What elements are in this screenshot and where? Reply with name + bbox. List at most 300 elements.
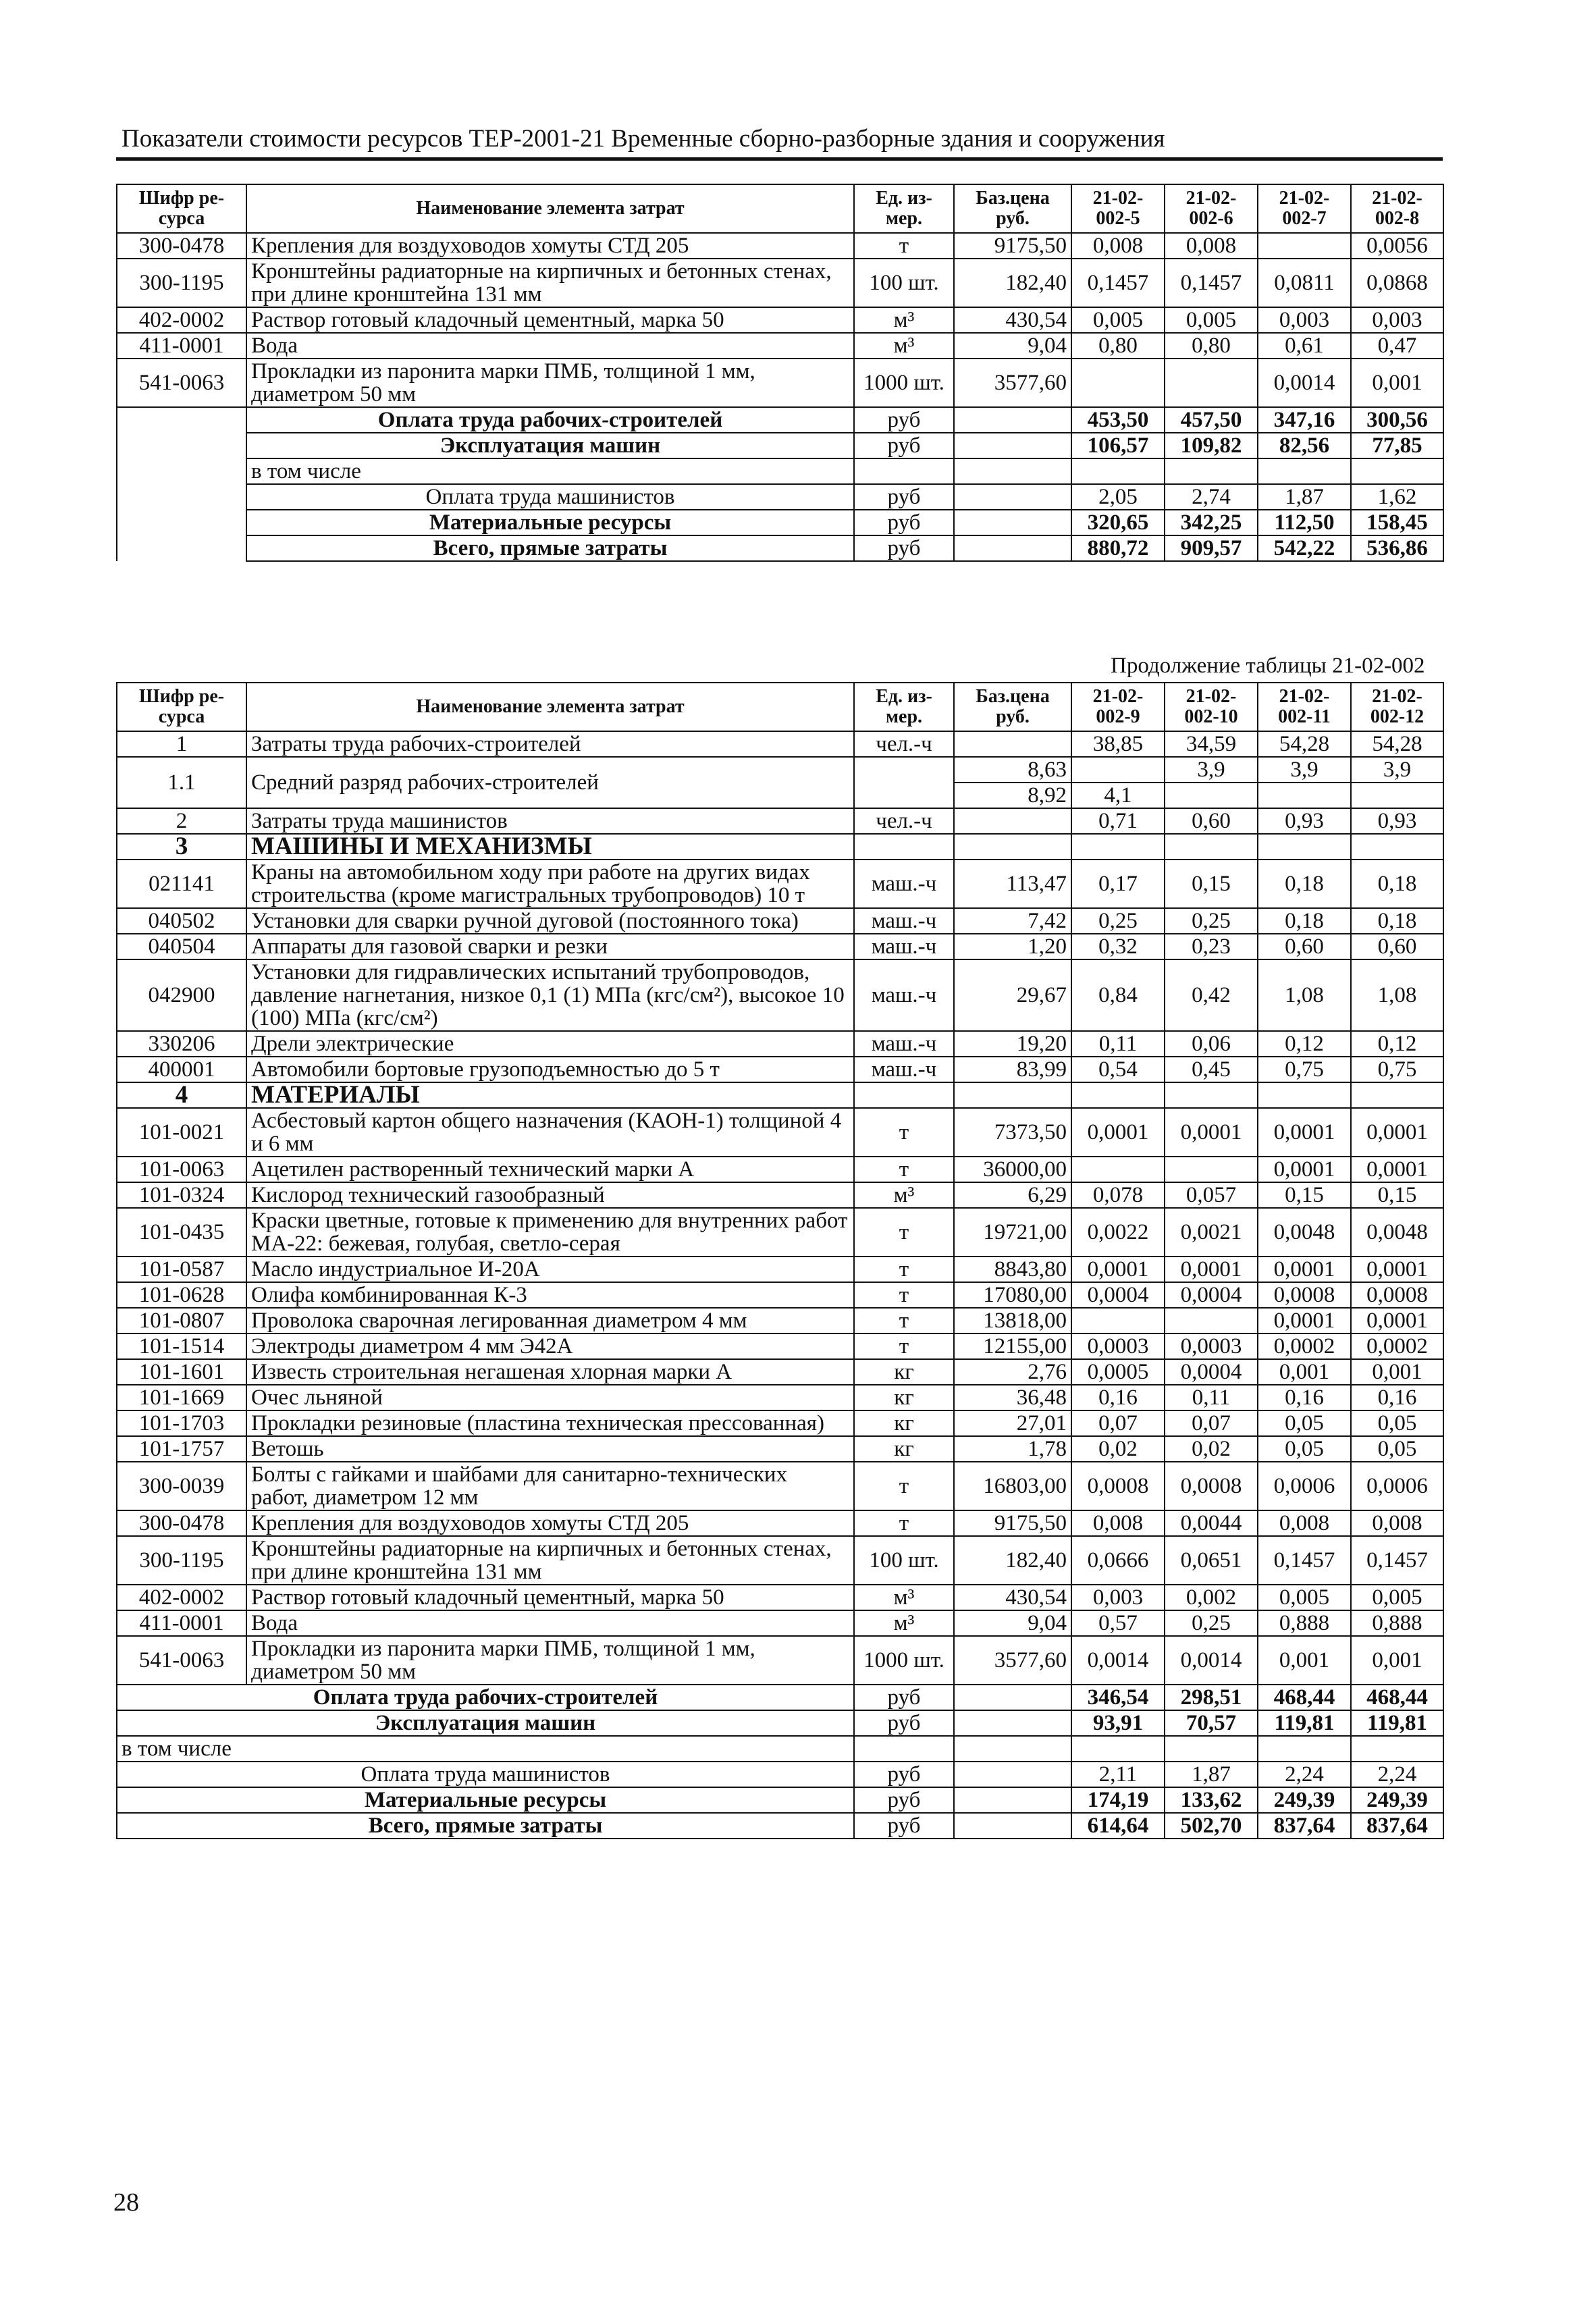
resource-name: Раствор готовый кладочный цементный, марка 50 (246, 1585, 854, 1610)
table-row (117, 1182, 1443, 1208)
base-price: 16803,00 (954, 1462, 1071, 1510)
norm-value: 0,0014 (1258, 359, 1351, 407)
table-row (117, 1462, 1443, 1510)
totals-label: Материальные ресурсы (246, 510, 854, 535)
norm-value: 0,005 (1071, 307, 1165, 333)
norm-value (1165, 359, 1258, 407)
norm-value (1165, 1157, 1258, 1182)
total-value: 837,64 (1351, 1813, 1443, 1839)
total-value: 249,39 (1258, 1787, 1351, 1813)
norm-value: 0,0002 (1351, 1333, 1443, 1359)
totals-label: Материальные ресурсы (117, 1787, 854, 1813)
table-row (117, 1031, 1443, 1057)
header-rule (116, 157, 1443, 161)
norm-value: 0,0014 (1165, 1636, 1258, 1685)
resource-unit: м³ (854, 333, 954, 359)
norm-value: 0,71 (1071, 808, 1165, 834)
resource-code: 411-0001 (117, 333, 246, 359)
norm-value: 0,0008 (1258, 1282, 1351, 1308)
total-value: 77,85 (1351, 433, 1443, 458)
resource-code: 2 (117, 808, 246, 834)
norm-value: 0,0001 (1165, 1257, 1258, 1282)
resource-code: 101-0587 (117, 1257, 246, 1282)
norm-value (1071, 1157, 1165, 1182)
norm-value (1258, 783, 1351, 808)
resource-code: 1.1 (117, 757, 246, 808)
table-row (117, 860, 1443, 908)
resource-code: 300-0039 (117, 1462, 246, 1510)
resource-name: Затраты труда машинистов (246, 808, 854, 834)
resource-unit: кг (854, 1410, 954, 1436)
norm-value: 0,0044 (1165, 1510, 1258, 1536)
col-header-norm: 21-02-002-8 (1351, 184, 1443, 233)
total-value: 536,86 (1351, 535, 1443, 561)
norm-value: 0,003 (1071, 1585, 1165, 1610)
resource-unit: маш.-ч (854, 1031, 954, 1057)
norm-value: 0,18 (1351, 908, 1443, 934)
resource-unit: м³ (854, 307, 954, 333)
norm-value: 0,07 (1071, 1410, 1165, 1436)
empty-cell (1165, 834, 1258, 860)
base-price: 19721,00 (954, 1208, 1071, 1257)
resource-unit: кг (854, 1359, 954, 1385)
totals-row (117, 1710, 1443, 1736)
total-value (1351, 458, 1443, 484)
base-price: 9175,50 (954, 1510, 1071, 1536)
total-value (1071, 458, 1165, 484)
col-header-norm: 21-02-002-10 (1165, 683, 1258, 731)
total-value: 320,65 (1071, 510, 1165, 535)
norm-value: 0,008 (1165, 233, 1258, 259)
table-row (117, 1282, 1443, 1308)
norm-value: 0,05 (1258, 1410, 1351, 1436)
resource-name: Прокладки из паронита марки ПМБ, толщиной 1 мм, диаметром 50 мм (246, 1636, 854, 1685)
total-value: 837,64 (1258, 1813, 1351, 1839)
section-title: МАШИНЫ И МЕХАНИЗМЫ (246, 834, 854, 860)
resource-name: Автомобили бортовые грузоподъемностью до 5 т (246, 1057, 854, 1082)
totals-row (117, 433, 1443, 458)
norm-value: 0,008 (1258, 1510, 1351, 1536)
col-header-code: Шифр ре-сурса (117, 184, 246, 233)
table-row (117, 808, 1443, 834)
table-2-container (116, 682, 1443, 1839)
total-value: 468,44 (1258, 1685, 1351, 1710)
table-row (117, 1585, 1443, 1610)
resource-code: 300-1195 (117, 259, 246, 307)
resource-name: Затраты труда рабочих-строителей (246, 731, 854, 757)
resource-unit: маш.-ч (854, 1057, 954, 1082)
norm-value: 0,0003 (1165, 1333, 1258, 1359)
norm-value: 0,0022 (1071, 1208, 1165, 1257)
total-value (1351, 1736, 1443, 1762)
base-price: 182,40 (954, 259, 1071, 307)
norm-value: 0,0001 (1351, 1308, 1443, 1333)
totals-unit: руб (854, 1813, 954, 1839)
totals-label: Эксплуатация машин (246, 433, 854, 458)
norm-value (1071, 359, 1165, 407)
base-price: 430,54 (954, 1585, 1071, 1610)
resource-name: Проволока сварочная легированная диаметром 4 мм (246, 1308, 854, 1333)
base-price: 6,29 (954, 1182, 1071, 1208)
norm-value: 0,008 (1071, 233, 1165, 259)
norm-value: 0,15 (1351, 1182, 1443, 1208)
total-value: 158,45 (1351, 510, 1443, 535)
table-row (117, 1636, 1443, 1685)
resource-name: Дрели электрические (246, 1031, 854, 1057)
section-row-machines (117, 834, 1443, 860)
table-2-body (117, 731, 1443, 860)
resource-unit: кг (854, 1436, 954, 1462)
resource-name: Ветошь (246, 1436, 854, 1462)
empty-cell (117, 433, 246, 458)
col-header-unit: Ед. из-мер. (854, 683, 954, 731)
resource-name: Установки для сварки ручной дуговой (постоянного тока) (246, 908, 854, 934)
base-price (954, 1762, 1071, 1787)
totals-row (117, 484, 1443, 510)
base-price: 36,48 (954, 1385, 1071, 1410)
totals-row (117, 1813, 1443, 1839)
table-row (117, 1410, 1443, 1436)
resource-code: 101-0324 (117, 1182, 246, 1208)
resource-name: Крепления для воздуховодов хомуты СТД 205 (246, 1510, 854, 1536)
table-row (117, 1257, 1443, 1282)
norm-value: 0,16 (1071, 1385, 1165, 1410)
base-price: 3577,60 (954, 1636, 1071, 1685)
resource-table-1 (116, 184, 1444, 562)
norm-value: 0,06 (1165, 1031, 1258, 1057)
resource-unit (854, 757, 954, 808)
totals-row (117, 1762, 1443, 1787)
col-header-base-price: Баз.цена руб. (954, 184, 1071, 233)
norm-value: 0,15 (1165, 860, 1258, 908)
resource-unit: т (854, 1333, 954, 1359)
norm-value (1071, 1308, 1165, 1333)
table-2-totals (117, 1685, 1443, 1839)
resource-code: 411-0001 (117, 1610, 246, 1636)
norm-value: 0,0004 (1165, 1282, 1258, 1308)
empty-cell (854, 1082, 954, 1108)
norm-value: 0,008 (1351, 1510, 1443, 1536)
norm-value: 0,0001 (1071, 1257, 1165, 1282)
resource-code: 101-0435 (117, 1208, 246, 1257)
norm-value: 0,0811 (1258, 259, 1351, 307)
empty-cell (1351, 834, 1443, 860)
resource-code: 1 (117, 731, 246, 757)
norm-value: 3,9 (1351, 757, 1443, 783)
totals-label: Оплата труда рабочих-строителей (117, 1685, 854, 1710)
resource-name: Масло индустриальное И-20А (246, 1257, 854, 1282)
total-value: 2,74 (1165, 484, 1258, 510)
norm-value (1071, 757, 1165, 783)
total-value: 347,16 (1258, 407, 1351, 433)
resource-code: 541-0063 (117, 359, 246, 407)
empty-cell (954, 834, 1071, 860)
resource-table-2 (116, 682, 1444, 1839)
base-price: 9175,50 (954, 233, 1071, 259)
totals-label: в том числе (246, 458, 854, 484)
norm-value: 0,078 (1071, 1182, 1165, 1208)
total-value: 2,05 (1071, 484, 1165, 510)
total-value (1165, 458, 1258, 484)
total-value: 2,11 (1071, 1762, 1165, 1787)
resource-code: 040502 (117, 908, 246, 934)
table-row (117, 333, 1443, 359)
base-price: 2,76 (954, 1359, 1071, 1385)
resource-unit: маш.-ч (854, 860, 954, 908)
resource-unit: маш.-ч (854, 908, 954, 934)
base-price (954, 484, 1071, 510)
resource-name: Кронштейны радиаторные на кирпичных и бетонных стенах, при длине кронштейна 131 мм (246, 259, 854, 307)
base-price (954, 1710, 1071, 1736)
table-row (117, 934, 1443, 959)
norm-value: 0,0003 (1071, 1333, 1165, 1359)
section-code: 4 (117, 1082, 246, 1108)
empty-cell (854, 834, 954, 860)
norm-value: 0,0005 (1071, 1359, 1165, 1385)
totals-label: Оплата труда машинистов (246, 484, 854, 510)
empty-cell (117, 535, 246, 561)
base-price (954, 1813, 1071, 1839)
totals-label: Оплата труда машинистов (117, 1762, 854, 1787)
norm-value: 0,12 (1258, 1031, 1351, 1057)
norm-value: 54,28 (1258, 731, 1351, 757)
resource-code: 402-0002 (117, 1585, 246, 1610)
norm-value: 0,001 (1351, 359, 1443, 407)
col-header-unit: Ед. из-мер. (854, 184, 954, 233)
totals-row (117, 510, 1443, 535)
base-price (954, 731, 1071, 757)
resource-unit: т (854, 1282, 954, 1308)
base-price: 27,01 (954, 1410, 1071, 1436)
resource-code: 101-0628 (117, 1282, 246, 1308)
table-row (117, 1308, 1443, 1333)
total-value: 457,50 (1165, 407, 1258, 433)
totals-label: Оплата труда рабочих-строителей (246, 407, 854, 433)
totals-unit (854, 1736, 954, 1762)
resource-unit: т (854, 1208, 954, 1257)
norm-value: 0,60 (1165, 808, 1258, 834)
norm-value: 0,25 (1071, 908, 1165, 934)
base-price: 36000,00 (954, 1157, 1071, 1182)
norm-value: 34,59 (1165, 731, 1258, 757)
resource-name: Вода (246, 333, 854, 359)
totals-row (117, 1787, 1443, 1813)
norm-value: 0,0001 (1351, 1108, 1443, 1157)
base-price (954, 407, 1071, 433)
resource-code: 040504 (117, 934, 246, 959)
norm-value: 0,0651 (1165, 1536, 1258, 1585)
norm-value: 0,23 (1165, 934, 1258, 959)
table-row (117, 959, 1443, 1031)
resource-unit: маш.-ч (854, 934, 954, 959)
norm-value: 0,888 (1258, 1610, 1351, 1636)
resource-unit: чел.-ч (854, 731, 954, 757)
norm-value: 0,45 (1165, 1057, 1258, 1082)
norm-value: 0,0002 (1258, 1333, 1351, 1359)
total-value: 300,56 (1351, 407, 1443, 433)
base-price: 9,04 (954, 1610, 1071, 1636)
totals-unit: руб (854, 1685, 954, 1710)
base-price: 430,54 (954, 307, 1071, 333)
col-header-name: Наименование элемента затрат (246, 683, 854, 731)
resource-name: Болты с гайками и шайбами для санитарно-технических работ, диаметром 12 мм (246, 1462, 854, 1510)
base-price (954, 808, 1071, 834)
total-value: 614,64 (1071, 1813, 1165, 1839)
resource-unit: т (854, 233, 954, 259)
section-title: МАТЕРИАЛЫ (246, 1082, 854, 1108)
resource-code: 101-1669 (117, 1385, 246, 1410)
norm-value: 0,0868 (1351, 259, 1443, 307)
base-price: 1,78 (954, 1436, 1071, 1462)
total-value: 2,24 (1351, 1762, 1443, 1787)
table-row (117, 1510, 1443, 1536)
table-2-materials-section (117, 1082, 1443, 1108)
col-header-norm: 21-02-002-11 (1258, 683, 1351, 731)
resource-code: 300-1195 (117, 1536, 246, 1585)
base-price (954, 1787, 1071, 1813)
resource-unit: т (854, 1308, 954, 1333)
base-price: 1,20 (954, 934, 1071, 959)
empty-cell (1258, 1082, 1351, 1108)
col-header-norm: 21-02-002-6 (1165, 184, 1258, 233)
totals-label: Эксплуатация машин (117, 1710, 854, 1736)
resource-code: 541-0063 (117, 1636, 246, 1685)
norm-value (1165, 1308, 1258, 1333)
norm-value: 0,0666 (1071, 1536, 1165, 1585)
resource-name: Крепления для воздуховодов хомуты СТД 205 (246, 233, 854, 259)
totals-row (117, 458, 1443, 484)
resource-unit: т (854, 1108, 954, 1157)
base-price: 182,40 (954, 1536, 1071, 1585)
totals-row (117, 1685, 1443, 1710)
norm-value: 0,11 (1071, 1031, 1165, 1057)
base-price: 8,92 (954, 783, 1071, 808)
norm-value: 0,75 (1258, 1057, 1351, 1082)
table-row (117, 1610, 1443, 1636)
norm-value: 0,003 (1351, 307, 1443, 333)
base-price: 19,20 (954, 1031, 1071, 1057)
base-price: 12155,00 (954, 1333, 1071, 1359)
norm-value: 1,08 (1351, 959, 1443, 1031)
resource-name: Краски цветные, готовые к применению для внутренних работ МА-22: бежевая, голубая, светло-серая (246, 1208, 854, 1257)
empty-cell (117, 510, 246, 535)
total-value: 909,57 (1165, 535, 1258, 561)
resource-unit: м³ (854, 1182, 954, 1208)
section-code: 3 (117, 834, 246, 860)
base-price (954, 458, 1071, 484)
table-1-header-row (117, 184, 1443, 233)
resource-name: Очес льняной (246, 1385, 854, 1410)
resource-unit: т (854, 1510, 954, 1536)
table-row (117, 1208, 1443, 1257)
total-value: 468,44 (1351, 1685, 1443, 1710)
table-row (117, 1385, 1443, 1410)
norm-value: 0,0004 (1165, 1359, 1258, 1385)
table-1-body (117, 233, 1443, 561)
norm-value: 0,60 (1351, 934, 1443, 959)
norm-value: 0,0021 (1165, 1208, 1258, 1257)
section-row-materials (117, 1082, 1443, 1108)
empty-cell (954, 1082, 1071, 1108)
total-value: 342,25 (1165, 510, 1258, 535)
norm-value: 0,61 (1258, 333, 1351, 359)
total-value: 298,51 (1165, 1685, 1258, 1710)
totals-label: Всего, прямые затраты (246, 535, 854, 561)
totals-label: в том числе (117, 1736, 854, 1762)
base-price (954, 535, 1071, 561)
norm-value: 0,001 (1258, 1636, 1351, 1685)
norm-value: 0,0048 (1351, 1208, 1443, 1257)
norm-value: 0,15 (1258, 1182, 1351, 1208)
resource-code: 101-1601 (117, 1359, 246, 1385)
continuation-label: Продолжение таблицы 21-02-002 (1111, 654, 1425, 678)
col-header-norm: 21-02-002-12 (1351, 683, 1443, 731)
table-row (117, 908, 1443, 934)
base-price: 3577,60 (954, 359, 1071, 407)
norm-value: 0,16 (1258, 1385, 1351, 1410)
table-row (117, 1536, 1443, 1585)
norm-value: 0,0001 (1165, 1108, 1258, 1157)
totals-unit: руб (854, 1710, 954, 1736)
base-price: 13818,00 (954, 1308, 1071, 1333)
table-row (117, 1436, 1443, 1462)
table-row (117, 731, 1443, 757)
norm-value: 0,16 (1351, 1385, 1443, 1410)
table-row (117, 1157, 1443, 1182)
norm-value: 0,0014 (1071, 1636, 1165, 1685)
table-row (117, 1359, 1443, 1385)
page-number: 28 (113, 2188, 139, 2217)
empty-cell (1258, 834, 1351, 860)
resource-name: Кислород технический газообразный (246, 1182, 854, 1208)
norm-value: 0,0001 (1351, 1257, 1443, 1282)
resource-name: Средний разряд рабочих-строителей (246, 757, 854, 808)
norm-value: 0,54 (1071, 1057, 1165, 1082)
base-price (954, 1685, 1071, 1710)
table-row (117, 359, 1443, 407)
resource-code: 330206 (117, 1031, 246, 1057)
resource-code: 042900 (117, 959, 246, 1031)
norm-value: 0,07 (1165, 1410, 1258, 1436)
base-price: 83,99 (954, 1057, 1071, 1082)
norm-value: 0,05 (1351, 1410, 1443, 1436)
table-row (117, 1057, 1443, 1082)
totals-unit: руб (854, 433, 954, 458)
total-value: 542,22 (1258, 535, 1351, 561)
resource-code: 402-0002 (117, 307, 246, 333)
norm-value: 0,25 (1165, 1610, 1258, 1636)
totals-unit: руб (854, 510, 954, 535)
norm-value: 0,02 (1165, 1436, 1258, 1462)
norm-value: 0,0001 (1258, 1308, 1351, 1333)
norm-value: 54,28 (1351, 731, 1443, 757)
resource-code: 101-0807 (117, 1308, 246, 1333)
norm-value: 0,1457 (1071, 259, 1165, 307)
norm-value: 0,0001 (1258, 1157, 1351, 1182)
norm-value: 0,0006 (1258, 1462, 1351, 1510)
totals-unit: руб (854, 484, 954, 510)
base-price: 8,63 (954, 757, 1071, 783)
norm-value: 0,18 (1351, 860, 1443, 908)
norm-value: 0,0001 (1351, 1157, 1443, 1182)
total-value: 106,57 (1071, 433, 1165, 458)
totals-row (117, 407, 1443, 433)
norm-value: 0,25 (1165, 908, 1258, 934)
resource-code: 101-1703 (117, 1410, 246, 1436)
col-header-code: Шифр ре-сурса (117, 683, 246, 731)
resource-code: 021141 (117, 860, 246, 908)
norm-value: 0,008 (1071, 1510, 1165, 1536)
